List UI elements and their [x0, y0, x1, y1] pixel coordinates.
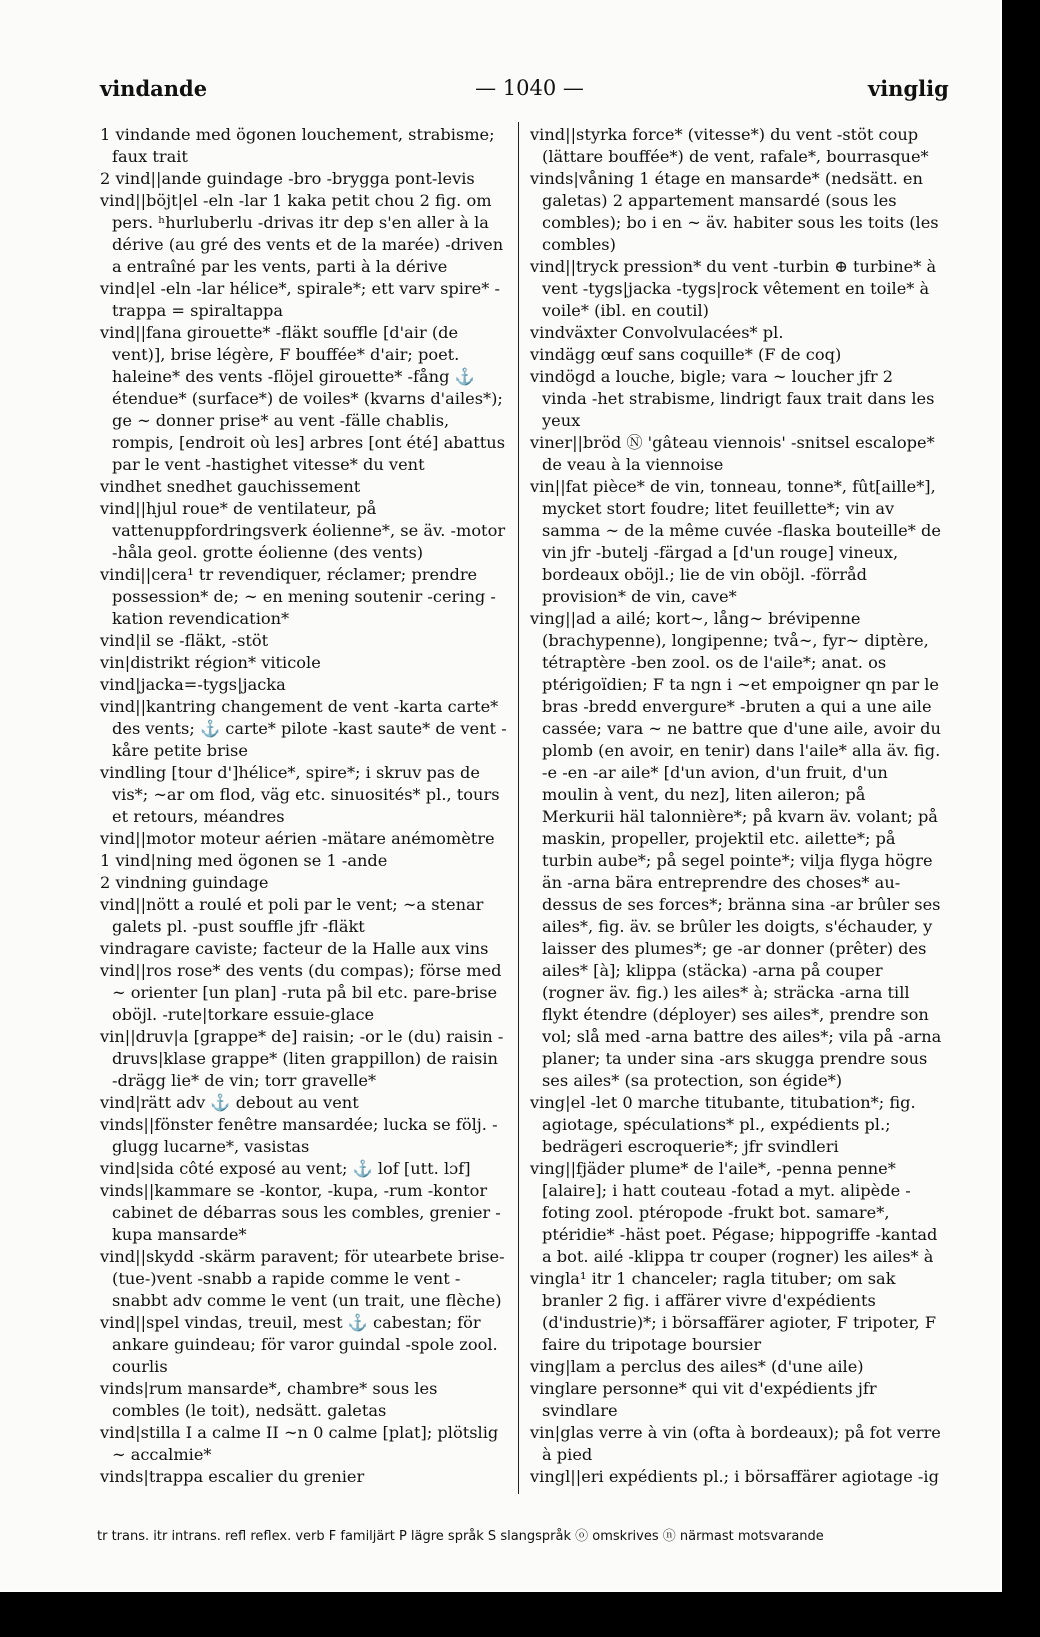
dictionary-entry: ving||ad a ailé; kort∼, lång∼ brévipenne (brachypenne), longipenne; två∼, fyr∼ diptère, tétraptère -ben zool. os de l'aile*; anat. os ptérigoïdien; F ta ngn i ∼et empoigner qn par le bras -bredd envergure* -bruten a qui a une aile cassée; vara ∼ ne battre que d'une aile, avoir du plomb (en avoir, en tenir) dans l'aile* alla äv. fig. -e -en -ar aile* [d'un avion, d'un fruit, d'un moulin à vent, du nez], liten aileron; på Merkurii häl talonnière*; på kvarn äv. volant; på maskin, propeller, projektil etc. ailette*; på turbin aube*; på segel pointe*; vilja flyga högre än -arna bära entreprendre des choses* au-dessus de ses forces*; bränna sina -ar brûler ses ailes*, fig. äv. se brûler les doigts, s'échauder, y laisser des plumes*; ge -ar donner (prêter) des ailes* [à]; klippa (stäcka) -arna på couper (rogner äv. fig.) les ailes* à; sträcka -arna till flykt étendre (déployer) ses ailes*, prendre son vol; slå med -arna battre des ailes*; vila på -arna planer; ta under sina -ars skugga prendre sous ses ailes* (sa protection, son égide*): [530, 609, 942, 1090]
abbreviation-legend: tr trans. itr intrans. refl reflex. verb F familjärt P lägre språk S slangspråk ⓞ omskrives ⓝ närmast motsvarande: [97, 1529, 824, 1544]
dictionary-entry: vinds||fönster fenêtre mansardée; lucka se följ. -glugg lucarne*, vasistas: [100, 1115, 498, 1156]
dictionary-entry: 2 vindning guindage: [100, 873, 269, 892]
dictionary-entry: vingla¹ itr 1 chanceler; ragla tituber; om sak branler 2 fig. i affärer vivre d'expédients (d'industrie)*; i börsaffärer agioter, F tripoter, F faire du tripotage boursier: [530, 1269, 937, 1354]
dictionary-entry: vind||skydd -skärm paravent; för utearbete brise-(tue-)vent -snabb a rapide comme le vent -snabbt adv comme le vent (un trait, une flèche): [100, 1247, 505, 1310]
dictionary-entry: vinds|våning 1 étage en mansarde* (nedsätt. en galetas) 2 appartement mansardé (sous les combles); bo i en ∼ äv. habiter sous les toits (les combles): [530, 169, 939, 254]
dictionary-entry: ving||fjäder plume* de l'aile*, -penna penne* [alaire]; i hatt couteau -fotad a myt. alipède -foting zool. ptéropode -frukt bot. samare*, ptéridie* -häst poet. Pégase; hippogriffe -kantad a bot. ailé -klippa tr couper (rogner) les ailes* à: [530, 1159, 938, 1266]
dictionary-entry: vinds|trappa escalier du grenier: [100, 1467, 365, 1486]
dictionary-entry: vind|stilla I a calme II ∼n 0 calme [plat]; plötslig ∼ accalmie*: [100, 1423, 499, 1464]
running-head-right: vinglig: [868, 76, 949, 101]
dictionary-entry: vindägg œuf sans coquille* (F de coq): [530, 345, 842, 364]
dictionary-entry: vind||ros rose* des vents (du compas); förse med ∼ orienter [un plan] -ruta på bil etc. pare-brise oböjl. -rute|torkare essuie-glace: [100, 961, 502, 1024]
dictionary-entry: vinglare personne* qui vit d'expédients jfr svindlare: [530, 1379, 877, 1420]
dictionary-entry: vingl||eri expédients pl.; i börsaffärer agiotage -ig: [530, 1467, 939, 1486]
dictionary-entry: vindragare caviste; facteur de la Halle aux vins: [100, 939, 489, 958]
dictionary-entry: vind||kantring changement de vent -karta carte* des vents; ⚓ carte* pilote -kast saute* de vent -kåre petite brise: [100, 697, 507, 760]
right-column: [530, 124, 942, 1488]
dictionary-entry: vind||böjt|el -eln -lar 1 kaka petit chou 2 fig. om pers. ʰhurluberlu -drivas itr dep s'en aller à la dérive (au gré des vents et de la marée) -driven a entraîné par les vents, parti à la dérive: [100, 191, 504, 276]
dictionary-entry: ving|lam a perclus des ailes* (d'une aile): [530, 1357, 864, 1376]
dictionary-entry: vin||fat pièce* de vin, tonneau, tonne*, fût[aille*], mycket stort foudre; litet feuillette*; vin av samma ∼ de la même cuvée -flaska bouteille* de vin jfr -butelj -färgad a [d'un rouge] vineux, bordeaux oböjl.; lie de vin oböjl. -förråd provision* de vin, cave*: [530, 477, 941, 606]
dictionary-entry: vind||nött a roulé et poli par le vent; ∼a stenar galets pl. -pust souffle jfr -fläkt: [100, 895, 484, 936]
dictionary-entry: vin||druv|a [grappe* de] raisin; -or le (du) raisin -druvs|klase grappe* (liten grappillon) de raisin -drägg lie* de vin; torr gravelle*: [100, 1027, 504, 1090]
dictionary-entry: vind||styrka force* (vitesse*) du vent -stöt coup (lättare bouffée*) de vent, rafale*, bourrasque*: [530, 125, 929, 166]
dictionary-entry: viner||bröd Ⓝ 'gâteau viennois' -snitsel escalope* de veau à la viennoise: [530, 433, 935, 474]
dictionary-entry: vin|glas verre à vin (ofta à bordeaux); på fot verre à pied: [530, 1423, 941, 1464]
dictionary-entry: ving|el -let 0 marche titubante, titubation*; fig. agiotage, spéculations* pl., expédients pl.; bedrägeri escroquerie*; jfr svindleri: [530, 1093, 916, 1156]
dictionary-entry: vinds||kammare se -kontor, -kupa, -rum -kontor cabinet de débarras sous les combles, grenier -kupa mansarde*: [100, 1181, 501, 1244]
dictionary-entry: vind||fana girouette* -fläkt souffle [d'air (de vent)], brise légère, F bouffée* d'air; poet. haleine* des vents -flöjel girouette* -fång ⚓ étendue* (surface*) de voiles* (kvarns d'ailes*); ge ∼ donner prise* au vent -fälle chablis, rompis, [endroit où les] arbres [ont été] abattus par le vent -hastighet vitesse* du vent: [100, 323, 505, 474]
dictionary-entry: vindling [tour d']hélice*, spire*; i skruv pas de vis*; ∼ar om flod, väg etc. sinuosités* pl., tours et retours, méandres: [100, 763, 500, 826]
dictionary-entry: vind|jacka=-tygs|jacka: [100, 675, 286, 694]
dictionary-entry: vind|rätt adv ⚓ debout au vent: [100, 1093, 359, 1112]
dictionary-entry: 1 vindande med ögonen louchement, strabisme; faux trait: [100, 125, 495, 166]
dictionary-entry: vind|el -eln -lar hélice*, spirale*; ett varv spire* -trappa = spiraltappa: [100, 279, 500, 320]
dictionary-entry: vindögd a louche, bigle; vara ∼ loucher jfr 2 vinda -het strabisme, lindrigt faux trait dans les yeux: [530, 367, 935, 430]
dictionary-entry: vindväxter Convolvulacées* pl.: [530, 323, 784, 342]
dictionary-entry: vind||motor moteur aérien -mätare anémomètre: [100, 829, 495, 848]
dictionary-entry: vind||tryck pression* du vent -turbin ⊕ turbine* à vent -tygs|jacka -tygs|rock vêtement en toile* à voile* (ibl. en coutil): [530, 257, 937, 320]
dictionary-entry: 1 vind|ning med ögonen se 1 -ande: [100, 851, 388, 870]
dictionary-entry: vinds|rum mansarde*, chambre* sous les combles (le toit), nedsätt. galetas: [100, 1379, 438, 1420]
running-head-left: vindande: [100, 76, 208, 101]
dictionary-entry: vind|il se -fläkt, -stöt: [100, 631, 269, 650]
dictionary-entry: vind|sida côté exposé au vent; ⚓ lof [utt. lɔf]: [100, 1159, 471, 1178]
dictionary-entry: 2 vind||ande guindage -bro -brygga pont-levis: [100, 169, 475, 188]
dictionary-entry: vind||spel vindas, treuil, mest ⚓ cabestan; för ankare guindeau; för varor guindal -spole zool. courlis: [100, 1313, 498, 1376]
left-column: [100, 124, 508, 1488]
dictionary-entry: vindi||cera¹ tr revendiquer, réclamer; prendre possession* de; ∼ en mening soutenir -cering -kation revendication*: [100, 565, 496, 628]
dictionary-entry: vin|distrikt région* viticole: [100, 653, 321, 672]
page-number: — 1040 —: [475, 76, 584, 100]
scan-edge-bottom: [0, 1592, 1040, 1637]
scan-edge-right: [1002, 0, 1040, 1637]
dictionary-entry: vindhet snedhet gauchissement: [100, 477, 361, 496]
column-divider: [518, 122, 519, 1494]
dictionary-entry: vind||hjul roue* de ventilateur, på vattenuppfordringsverk éolienne*, se äv. -motor -håla geol. grotte éolienne (des vents): [100, 499, 506, 562]
